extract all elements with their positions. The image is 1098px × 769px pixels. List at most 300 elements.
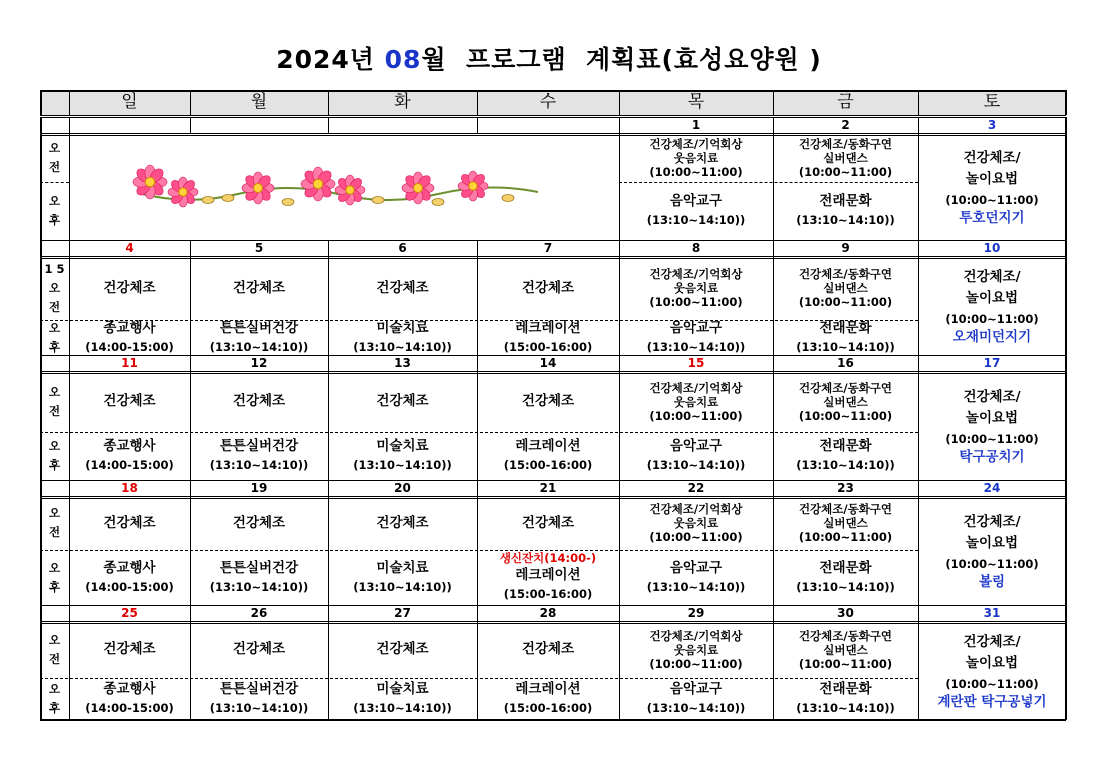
pm-program-line: 튼튼실버건강 xyxy=(219,681,299,697)
date-number xyxy=(619,240,773,256)
pm-program-line: 튼튼실버건강 xyxy=(219,559,299,576)
pm-program-line: (13:10~14:10)) xyxy=(646,339,746,354)
am-program-line: (10:00~11:00) xyxy=(798,164,893,179)
am-program xyxy=(190,496,328,550)
am-program-line: 웃음치료 xyxy=(673,394,719,409)
saturday-program-line: 놀이요법 xyxy=(965,289,1019,306)
pm-program-line: 미술치료 xyxy=(376,559,429,576)
grid-line xyxy=(40,90,1066,92)
am-program xyxy=(328,496,477,550)
am-program xyxy=(477,371,619,432)
pm-program xyxy=(619,432,773,480)
date-number-line: 15 xyxy=(687,355,705,370)
date-number-line: 28 xyxy=(539,605,557,620)
am-label-line: 오 xyxy=(48,506,61,520)
date-number xyxy=(918,117,1066,133)
pm-label xyxy=(40,320,69,355)
grid-line xyxy=(1065,480,1067,496)
am-program-line: 실버댄스 xyxy=(823,150,868,165)
grid-line xyxy=(1065,605,1067,621)
pm-label-line: 후 xyxy=(48,701,61,715)
date-number xyxy=(190,355,328,371)
pm-program xyxy=(328,320,477,355)
date-number-line: 30 xyxy=(837,605,854,620)
date-number-line: 2 xyxy=(841,117,850,132)
date-number xyxy=(773,605,918,621)
am-program-line: 건강체조 xyxy=(103,641,156,657)
date-number-line: 9 xyxy=(841,240,850,255)
saturday-program xyxy=(918,496,1066,605)
date-number-line: 10 xyxy=(983,240,1001,255)
am-program-line: (10:00~11:00) xyxy=(798,656,893,671)
date-number xyxy=(69,480,190,496)
am-program xyxy=(619,371,773,432)
pm-program xyxy=(328,432,477,480)
grid-line xyxy=(918,621,919,720)
saturday-activity: 계란판 탁구공넣기 xyxy=(937,693,1047,710)
am-program xyxy=(773,496,918,550)
grid-line xyxy=(619,605,620,621)
grid-line xyxy=(773,133,774,240)
grid-line xyxy=(190,496,191,605)
date-number xyxy=(918,605,1066,621)
am-program-line: 건강체조/동화구연 xyxy=(798,502,893,516)
grid-line xyxy=(773,371,774,480)
am-label-line: 오 xyxy=(48,384,61,399)
saturday-program-line: 놀이요법 xyxy=(965,654,1019,671)
am-program-line: (10:00~11:00) xyxy=(798,530,893,544)
grid-line xyxy=(773,621,774,720)
am-program-line: (10:00~11:00) xyxy=(649,656,743,671)
flower-icon xyxy=(133,165,167,199)
pm-program-line: 미술치료 xyxy=(376,320,429,336)
grid-line xyxy=(1065,496,1067,605)
grid-line xyxy=(40,240,42,256)
am-label-line: 1 5 xyxy=(44,261,65,276)
grid-line xyxy=(773,117,774,133)
grid-line xyxy=(69,90,70,115)
weekday-header-3 xyxy=(477,90,619,115)
date-number-line: 16 xyxy=(837,355,854,370)
am-program-line: 건강체조 xyxy=(103,279,156,296)
grid-line xyxy=(1065,133,1067,240)
grid-line xyxy=(619,371,620,480)
am-label-line: 전 xyxy=(48,299,61,314)
am-program xyxy=(773,256,918,320)
grid-line xyxy=(40,605,42,621)
pm-program-line: (13:10~14:10)) xyxy=(796,458,895,472)
pm-program-line: (13:10~14:10)) xyxy=(796,701,895,715)
grid-line xyxy=(190,90,191,115)
schedule-table xyxy=(40,90,1066,720)
am-program xyxy=(477,621,619,678)
am-program-line: (10:00~11:00) xyxy=(798,408,893,423)
date-number xyxy=(328,355,477,371)
date-number-line: 18 xyxy=(121,480,138,495)
weekday-header-5 xyxy=(773,90,918,115)
grid-line xyxy=(773,256,774,355)
date-number-line: 20 xyxy=(394,480,411,495)
pm-program xyxy=(773,550,918,605)
grid-line xyxy=(918,133,919,240)
weekday-header-1 xyxy=(190,90,328,115)
weekday-header-5-line: 금 xyxy=(837,92,854,112)
bud-icon xyxy=(432,199,444,206)
pm-program-line: (13:10~14:10)) xyxy=(209,458,309,472)
pm-program-line: 음악교구 xyxy=(669,320,723,336)
am-program xyxy=(190,621,328,678)
saturday-program-line: 건강체조/ xyxy=(963,513,1021,530)
date-number-line: 31 xyxy=(983,605,1001,620)
saturday-program-line: (10:00~11:00) xyxy=(945,676,1039,691)
am-program-line: 건강체조 xyxy=(376,393,429,409)
saturday-program-line: (10:00~11:00) xyxy=(945,311,1039,326)
pm-label-line: 오 xyxy=(48,320,61,335)
pm-program-line: 종교행사 xyxy=(103,681,156,697)
pm-program xyxy=(190,550,328,605)
pm-program-line: (13:10~14:10)) xyxy=(353,458,452,472)
pm-program xyxy=(328,678,477,720)
grid-line xyxy=(619,133,620,240)
pm-program xyxy=(477,550,619,605)
saturday-activity: 오재미던지기 xyxy=(952,328,1032,345)
pm-program-line: (15:00-16:00) xyxy=(503,339,593,354)
am-program xyxy=(69,371,190,432)
grid-line xyxy=(69,240,70,256)
grid-line xyxy=(1065,240,1067,256)
pm-program-line: 미술치료 xyxy=(376,438,429,454)
pm-program-line: (14:00-15:00) xyxy=(85,339,174,354)
grid-line xyxy=(477,621,478,720)
am-program-line: 건강체조/동화구연 xyxy=(798,628,893,643)
grid-line xyxy=(40,355,1066,356)
bud-icon xyxy=(282,199,294,206)
pm-program-line: (15:00-16:00) xyxy=(503,587,593,601)
grid-line xyxy=(328,355,329,371)
flower-icon xyxy=(335,175,365,205)
pm-program-line: 튼튼실버건강 xyxy=(219,320,299,336)
date-number xyxy=(190,117,328,133)
pm-program-line: 전래문화 xyxy=(819,193,872,209)
grid-line xyxy=(619,240,620,256)
am-label-line: 오 xyxy=(48,280,61,295)
am-program-line: 실버댄스 xyxy=(823,642,868,657)
grid-line xyxy=(190,117,191,133)
pm-program-line: (13:10~14:10)) xyxy=(209,579,309,594)
grid-line xyxy=(40,496,1066,497)
pm-program xyxy=(69,320,190,355)
pm-program-line: (13:10~14:10)) xyxy=(209,339,309,354)
grid-line xyxy=(190,605,191,621)
date-number xyxy=(69,240,190,256)
grid-line xyxy=(328,90,329,115)
grid-line xyxy=(773,496,774,605)
grid-line xyxy=(619,496,620,605)
pm-program xyxy=(477,432,619,480)
grid-line xyxy=(69,133,70,240)
pm-program-line: (13:10~14:10)) xyxy=(646,458,746,472)
am-program-line: 웃음치료 xyxy=(673,516,719,530)
pm-label-line: 오 xyxy=(48,194,61,208)
weekday-header-2 xyxy=(328,90,477,115)
date-number xyxy=(619,117,773,133)
date-number-line: 3 xyxy=(987,117,997,132)
saturday-program-line: (10:00~11:00) xyxy=(945,556,1039,571)
pm-program xyxy=(69,678,190,720)
am-program-line: 건강체조 xyxy=(521,393,575,409)
saturday-program xyxy=(918,621,1066,720)
weekday-header-4 xyxy=(619,90,773,115)
grid-line xyxy=(69,117,70,133)
pm-program-line: 종교행사 xyxy=(103,438,156,454)
am-program xyxy=(328,256,477,320)
pm-program-line: 음악교구 xyxy=(669,559,723,576)
date-number xyxy=(619,480,773,496)
pm-program-line: 레크레이션 xyxy=(515,681,581,697)
date-number xyxy=(69,355,190,371)
pm-program-line: 종교행사 xyxy=(103,559,156,576)
pm-program xyxy=(773,678,918,720)
weekday-header-3-line: 수 xyxy=(539,92,557,112)
pm-program xyxy=(619,320,773,355)
am-label xyxy=(40,496,69,550)
pm-program-line: 종교행사 xyxy=(103,320,156,336)
weekday-header-0-line: 일 xyxy=(121,92,138,112)
date-number-line: 14 xyxy=(539,355,557,370)
grid-line xyxy=(477,355,478,371)
grid-line xyxy=(69,480,70,496)
grid-line xyxy=(918,480,919,496)
saturday-program-line: 건강체조/ xyxy=(963,149,1021,166)
bud-icon xyxy=(222,195,234,202)
grid-line xyxy=(69,256,70,355)
pm-program xyxy=(773,320,918,355)
pm-label-line: 오 xyxy=(48,439,61,453)
am-label xyxy=(40,621,69,678)
date-number xyxy=(190,480,328,496)
pm-program xyxy=(328,550,477,605)
grid-line xyxy=(773,90,774,115)
am-program-line: 건강체조/기억회상 xyxy=(649,380,743,395)
am-program xyxy=(328,371,477,432)
am-program-line: 건강체조 xyxy=(376,514,429,531)
pm-label-line: 후 xyxy=(48,213,61,227)
grid-line xyxy=(69,621,70,720)
pm-program xyxy=(619,550,773,605)
grid-line xyxy=(40,133,1066,134)
pm-program xyxy=(190,320,328,355)
grid-line xyxy=(190,240,191,256)
pm-program-line: (14:00-15:00) xyxy=(85,579,174,594)
grid-line xyxy=(40,432,918,433)
grid-line xyxy=(918,496,919,605)
grid-line xyxy=(619,480,620,496)
bud-icon xyxy=(502,195,514,202)
pm-program-line: (14:00-15:00) xyxy=(85,458,174,472)
pm-program-line: 전래문화 xyxy=(819,438,872,454)
am-program xyxy=(773,371,918,432)
date-number xyxy=(477,355,619,371)
am-program xyxy=(619,256,773,320)
date-number-line: 26 xyxy=(250,605,268,620)
pm-program-line: 미술치료 xyxy=(376,681,429,697)
am-program-line: 건강체조/기억회상 xyxy=(649,628,743,643)
date-number-line: 7 xyxy=(543,240,553,255)
grid-line xyxy=(619,355,620,371)
am-label-line: 전 xyxy=(48,525,61,539)
flower-icon xyxy=(301,167,335,201)
saturday-program-line: 놀이요법 xyxy=(965,170,1019,187)
pm-program-line: (13:10~14:10)) xyxy=(646,213,746,227)
grid-line xyxy=(619,90,620,115)
bud-icon xyxy=(202,197,214,204)
title-rest: 월 프로그램 계획표(효성요양원 ) xyxy=(421,45,822,74)
am-program-line: 건강체조 xyxy=(232,393,286,409)
grid-line xyxy=(328,117,329,133)
am-program-line: 실버댄스 xyxy=(823,281,868,295)
pm-program-line: (15:00-16:00) xyxy=(503,458,593,472)
grid-line xyxy=(40,258,1066,259)
grid-line xyxy=(40,256,42,355)
date-number xyxy=(918,480,1066,496)
pm-program-line: (13:10~14:10)) xyxy=(353,339,452,354)
am-program xyxy=(477,496,619,550)
am-program xyxy=(328,621,477,678)
grid-line xyxy=(1065,90,1067,115)
grid-line xyxy=(1065,355,1067,371)
grid-line xyxy=(918,371,919,480)
am-label xyxy=(40,256,69,320)
flower-garland-decoration xyxy=(128,158,548,218)
date-number xyxy=(190,605,328,621)
flower-icon xyxy=(168,177,198,207)
date-number xyxy=(328,117,477,133)
am-program xyxy=(773,621,918,678)
am-program xyxy=(190,371,328,432)
pm-program xyxy=(773,182,918,240)
am-program-line: 건강체조 xyxy=(521,641,575,657)
grid-line xyxy=(477,256,478,355)
pm-program-line: (13:10~14:10)) xyxy=(353,579,452,594)
date-number xyxy=(773,480,918,496)
grid-line xyxy=(477,371,478,480)
date-number-line: 11 xyxy=(121,355,138,370)
am-label xyxy=(40,371,69,432)
am-label xyxy=(40,133,69,182)
am-program-line: 건강체조 xyxy=(376,279,429,296)
am-program-line: (10:00~11:00) xyxy=(649,164,743,179)
pm-program-line: 레크레이션 xyxy=(515,438,581,454)
grid-line xyxy=(40,719,1066,721)
pm-label xyxy=(40,432,69,480)
birthday-party-event: 생신잔치(14:00-) xyxy=(499,551,597,565)
grid-line xyxy=(619,117,620,133)
grid-line xyxy=(328,371,329,480)
weekday-header-6-line: 토 xyxy=(983,92,1001,112)
date-number xyxy=(328,605,477,621)
grid-line xyxy=(69,496,70,605)
bud-icon xyxy=(372,197,384,204)
pm-label-line: 오 xyxy=(48,682,61,696)
grid-line xyxy=(40,320,918,321)
date-number xyxy=(773,355,918,371)
flower-icon xyxy=(402,172,434,204)
saturday-activity: 투호던지기 xyxy=(959,209,1025,226)
grid-line xyxy=(40,550,918,551)
date-number xyxy=(69,605,190,621)
grid-line xyxy=(40,373,1066,374)
grid-line xyxy=(40,621,1066,622)
grid-line xyxy=(1065,371,1067,480)
grid-line xyxy=(190,480,191,496)
date-number-line: 12 xyxy=(250,355,268,370)
grid-line xyxy=(40,678,918,679)
am-program xyxy=(69,496,190,550)
am-program-line: 건강체조 xyxy=(103,393,156,409)
pm-program-line: 음악교구 xyxy=(669,193,723,209)
pm-program xyxy=(619,678,773,720)
saturday-program-line: 건강체조/ xyxy=(963,633,1021,650)
am-program-line: 건강체조/동화구연 xyxy=(798,380,893,395)
date-number-line: 1 xyxy=(691,117,701,132)
grid-line xyxy=(477,90,478,115)
date-number-line: 24 xyxy=(983,480,1001,495)
date-number-line: 8 xyxy=(691,240,701,255)
grid-line xyxy=(477,480,478,496)
pm-program xyxy=(69,550,190,605)
am-program-line: 건강체조 xyxy=(521,514,575,531)
grid-line xyxy=(40,496,42,605)
pm-label-line: 오 xyxy=(48,560,61,575)
grid-line xyxy=(773,480,774,496)
am-program-line: 건강체조 xyxy=(232,514,286,531)
date-number xyxy=(69,117,190,133)
date-number-line: 23 xyxy=(837,480,854,495)
pm-program-line: (14:00-15:00) xyxy=(85,701,174,715)
grid-line xyxy=(619,182,918,183)
date-number-line: 29 xyxy=(687,605,705,620)
am-program-line: 건강체조 xyxy=(521,279,575,296)
grid-line xyxy=(69,355,70,371)
grid-line xyxy=(40,117,42,133)
weekday-header-1-line: 월 xyxy=(250,92,268,112)
grid-line xyxy=(190,621,191,720)
grid-line xyxy=(328,496,329,605)
pm-program-line: (13:10~14:10)) xyxy=(796,213,895,227)
date-number-line: 27 xyxy=(394,605,411,620)
date-number xyxy=(190,240,328,256)
grid-line xyxy=(918,240,919,256)
date-number xyxy=(477,117,619,133)
date-number-line: 21 xyxy=(539,480,557,495)
am-program-line: (10:00~11:00) xyxy=(649,408,743,423)
am-program-line: 웃음치료 xyxy=(673,281,719,295)
date-number xyxy=(773,240,918,256)
am-program xyxy=(619,133,773,182)
am-program-line: (10:00~11:00) xyxy=(649,530,743,544)
grid-line xyxy=(40,371,1066,372)
date-number xyxy=(918,355,1066,371)
pm-label xyxy=(40,678,69,720)
grid-line xyxy=(477,496,478,605)
grid-line xyxy=(40,623,1066,624)
grid-line xyxy=(40,498,1066,499)
grid-line xyxy=(40,135,1066,136)
grid-line xyxy=(190,256,191,355)
am-program-line: 건강체조 xyxy=(376,641,429,657)
grid-line xyxy=(477,117,478,133)
date-number xyxy=(328,480,477,496)
